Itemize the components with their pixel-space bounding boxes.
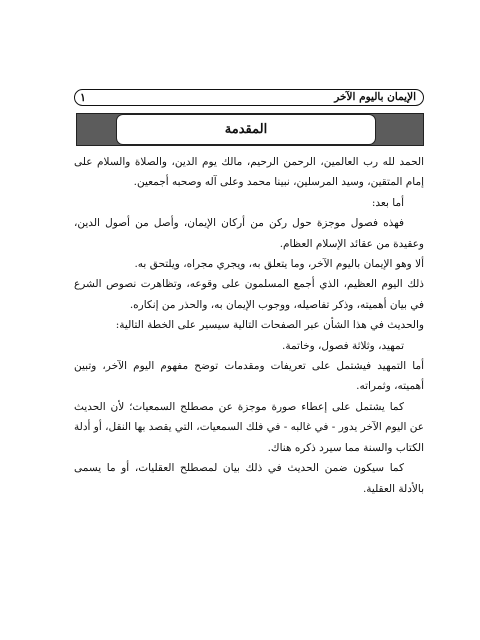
page-number: ١ <box>80 91 86 104</box>
paragraph-plan: والحديث في هذا الشأن عبر الصفحات التالية سيسير على الخطة التالية: <box>115 319 424 332</box>
paragraph-outline: تمهيد، وثلاثة فصول، وخاتمة. <box>281 339 404 352</box>
body-text <box>74 152 424 499</box>
paragraph-samiyyat: كما يشتمل على إعطاء صورة موجزة عن مصطلح السمعيات؛ لأن الحديث عن اليوم الآخر يدور - في غالبه - في فلك السمعيات، التي يقصد بها النقل، أو أدلة الكتاب والسنة مما سيرد ذكره هناك. <box>74 400 424 454</box>
chapter-title: المقدمة <box>224 122 268 137</box>
running-header-title: الإيمان باليوم الآخر <box>334 91 416 103</box>
paragraph-introduction: أما التمهيد فيشتمل على تعريفات ومقدمات توضح مفهوم اليوم الآخر، وتبين أهميته، وثمراته. <box>74 360 424 393</box>
paragraph-amma-bad: أما بعد: <box>371 196 404 209</box>
paragraph-purpose: فهذه فصول موجزة حول ركن من أركان الإيمان، وأصل من أصول الدين، وعقيدة من عقائد الإسلام العظام. <box>74 217 424 250</box>
chapter-title-box <box>116 114 376 145</box>
paragraph-praise: الحمد لله رب العالمين، الرحمن الرحيم، مالك يوم الدين، والصلاة والسلام على إمام المتقين، وسيد المرسلين، نبينا محمد وعلى آله وصحبه أجمعين. <box>74 156 424 189</box>
paragraph-topic: ألا وهو الإيمان باليوم الآخر، وما يتعلق به، ويجري مجراه، ويلتحق به. <box>134 258 424 271</box>
paragraph-great-day: ذلك اليوم العظيم، الذي أجمع المسلمون على وقوعه، وتظاهرت نصوص الشرع في بيان أهميته، وذكر تفاصيله، ووجوب الإيمان به، والحذر من إنكاره. <box>74 278 424 311</box>
paragraph-aqliyyat: كما سيكون ضمن الحديث في ذلك بيان لمصطلح العقليات، أو ما يسمى بالأدلة العقلية. <box>74 462 424 495</box>
